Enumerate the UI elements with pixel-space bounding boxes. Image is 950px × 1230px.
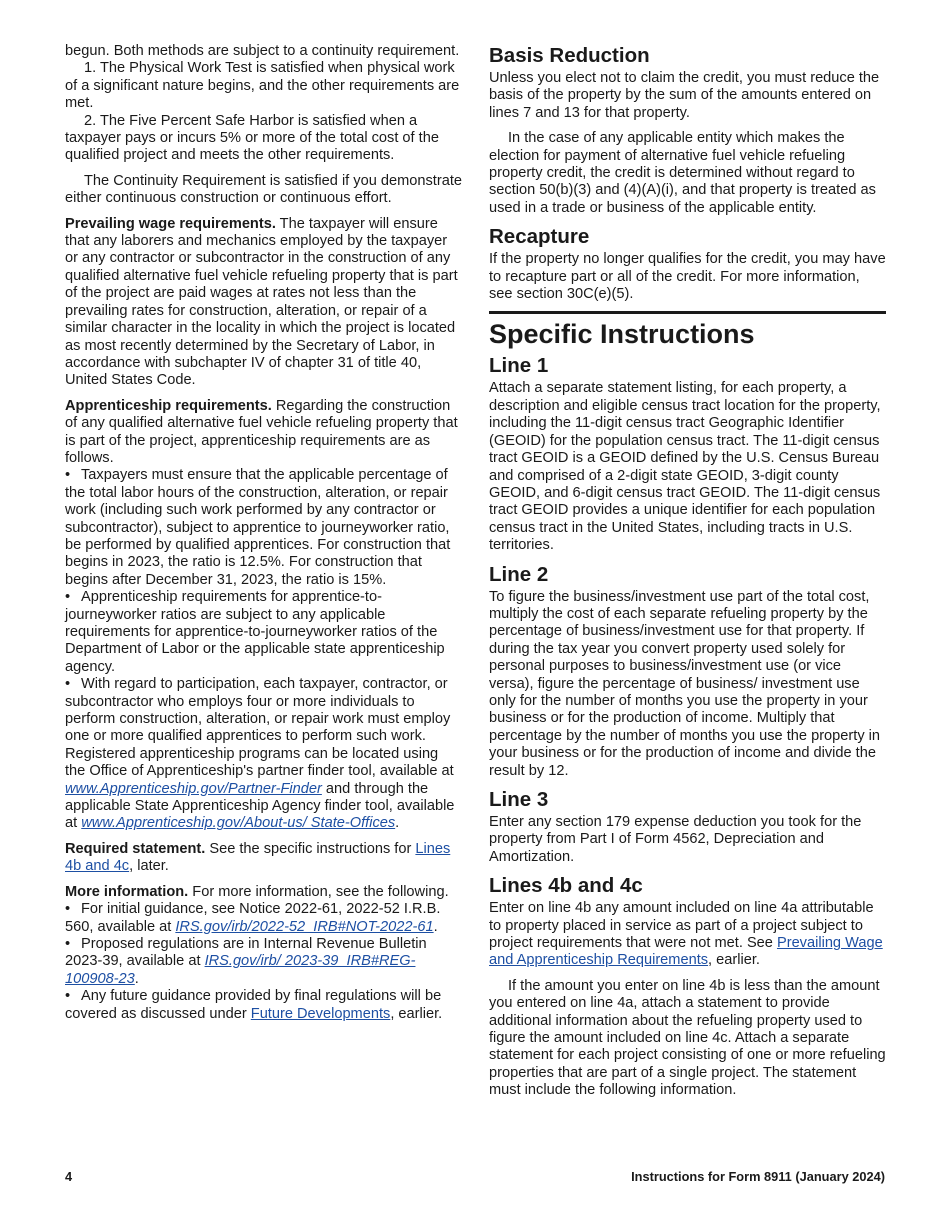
- link[interactable]: www.Apprenticeship.gov/Partner-Finder: [65, 780, 322, 797]
- text-run: Lines 4b and 4c: [489, 874, 643, 898]
- text-run: 2. The Five Percent Safe Harbor is satisfied when a taxpayer pays or incurs 5% or more of the total cost of the qualified project and meets the other requirements.: [65, 112, 439, 164]
- link[interactable]: Prevailing Wage and Apprenticeship Requirements: [489, 935, 883, 969]
- text-run: , earlier.: [708, 952, 760, 969]
- paragraph: [65, 173, 462, 208]
- section-heading: [489, 788, 886, 812]
- text-run: Apprenticeship requirements for apprentice-to-journeyworker ratios are subject to any applicable requirements for apprentice-to-journeyworker ratios of the Department of Labor or the applicable state apprenticeship agency.: [65, 589, 445, 675]
- bullet-item: [65, 589, 462, 676]
- text-run: Recapture: [489, 225, 590, 249]
- bullet-item: [65, 467, 462, 589]
- text-run: .: [134, 970, 139, 987]
- text-run: See the specific instructions for: [205, 840, 416, 857]
- text-run: Taxpayers must ensure that the applicable percentage of the total labor hours of the construction, alteration, or repair work (including such work performed by any contractor or subcontractor), subject to apprentice to journeyworker ratio, be performed by qualified apprentices. For construction that begins in 2023, the ratio is 12.5%. For construction that begins after December 31, 2023, the ratio is 15%.: [65, 467, 451, 588]
- bullet-icon: •: [65, 988, 71, 1005]
- section-heading: [489, 874, 886, 898]
- text-run: Line 2: [489, 562, 549, 586]
- text-run: If the property no longer qualifies for the credit, you may have to recapture part or all of the credit. For more information, see section 30C(e)(5).: [489, 251, 886, 303]
- text-run: , earlier.: [390, 1005, 443, 1022]
- paragraph: [65, 216, 462, 390]
- bullet-item: [65, 901, 462, 936]
- text-run: , later.: [129, 858, 169, 875]
- run-in-heading: More information.: [65, 883, 189, 900]
- section-heading: [489, 563, 886, 587]
- text-run: Any future guidance provided by final regulations will be covered as discussed under: [65, 988, 442, 1022]
- bullet-item: [65, 936, 462, 988]
- paragraph: [489, 814, 886, 866]
- section-heading: [489, 44, 886, 68]
- text-run: Line 1: [489, 354, 549, 378]
- text-run: The Continuity Requirement is satisfied if you demonstrate either continuous construction or continuous effort.: [65, 172, 462, 207]
- bullet-icon: •: [65, 935, 71, 952]
- paragraph: [489, 70, 886, 122]
- text-run: Proposed regulations are in Internal Revenue Bulletin 2023-39, available at: [65, 935, 427, 970]
- link[interactable]: Lines 4b and 4c: [65, 840, 451, 875]
- paragraph: [65, 113, 462, 165]
- bullet-item: [65, 988, 462, 1023]
- text-run: For more information, see the following.: [188, 883, 449, 900]
- paragraph: [65, 60, 462, 112]
- bullet-item: [65, 676, 462, 833]
- paragraph: [65, 841, 462, 876]
- run-in-heading: Prevailing wage requirements.: [65, 215, 276, 232]
- text-run: Enter on line 4b any amount included on line 4a attributable to property placed in service as part of a project subject to project requirements that were not met. See: [489, 900, 874, 952]
- bullet-icon: •: [65, 467, 71, 484]
- text-run: To figure the business/investment use part of the total cost, multiply the cost of each separate refueling property by the percentage of business/investment use for that property. If during the tax year you convert property used solely for personal purposes to business/investment use (or vice versa), figure the percentage of business/ investment use only for the number of months you use the property in your business or for the production of income. Multiply that percentage by the number of months you use the property in your business or for the production of income and divide the result by 12.: [489, 588, 881, 779]
- page-number: 4: [65, 1169, 73, 1184]
- link[interactable]: Future Developments: [250, 1005, 391, 1022]
- text-run: Enter any section 179 expense deduction you took for the property from Part I of Form 4562, Depreciation and Amortization.: [489, 814, 862, 865]
- text-run: For initial guidance, see Notice 2022-61, 2022-52 I.R.B. 560, available at: [65, 901, 441, 935]
- paragraph: [489, 130, 886, 217]
- text-run: .: [395, 815, 400, 832]
- paragraph: [489, 900, 886, 970]
- link[interactable]: IRS.gov/irb/2022-52_IRB#NOT-2022-61: [175, 918, 434, 935]
- paragraph: [65, 398, 462, 468]
- bullet-icon: •: [65, 901, 71, 918]
- paragraph: [489, 380, 886, 554]
- section-heading: [489, 225, 886, 249]
- section-heading: [489, 354, 886, 378]
- text-run: With regard to participation, each taxpayer, contractor, or subcontractor who employs four or more individuals to perform construction, alteration, or repair work must employ one or more qualified apprentices to perform such work. Registered apprenticeship programs can be located using the Office of Apprenticeship's partner finder tool, available at: [65, 676, 454, 780]
- text-run: If the amount you enter on line 4b is less than the amount you entered on line 4a, attach a statement to provide additional information about the refueling property used to figure the amount included on line 4c. Attach a separate statement for each project consisting of one or more refueling properties that are part of a single project. The statement must include the following information.: [489, 977, 886, 1099]
- paragraph: [65, 43, 462, 60]
- text-run: Regarding the construction of any qualified alternative fuel vehicle refueling property that is part of the project, apprenticeship requirements are as follows.: [65, 397, 458, 466]
- paragraph: [489, 589, 886, 780]
- bullet-icon: •: [65, 676, 71, 693]
- left-column: [65, 43, 462, 1031]
- link[interactable]: www.Apprenticeship.gov/About-us/ State-Offices: [81, 815, 396, 832]
- section-heading: [489, 311, 886, 350]
- run-in-heading: Apprenticeship requirements.: [65, 397, 272, 414]
- right-column: [489, 44, 886, 1108]
- text-run: Line 3: [489, 788, 549, 811]
- footer-title: Instructions for Form 8911 (January 2024): [631, 1169, 885, 1184]
- link[interactable]: IRS.gov/irb/ 2023-39_IRB#REG-100908-23: [65, 953, 416, 987]
- text-run: In the case of any applicable entity which makes the election for payment of alternative fuel vehicle refueling property credit, the credit is determined without regard to section 50(b)(3) and (4)(A)(i), and that property is treated as used in a trade or business of the applicable entity.: [489, 130, 876, 216]
- text-run: and through the applicable State Apprenticeship Agency finder tool, available at: [65, 780, 455, 832]
- text-run: Unless you elect not to claim the credit, you must reduce the basis of the property by the sum of the amounts entered on lines 7 and 13 for that property.: [489, 70, 880, 121]
- text-run: Attach a separate statement listing, for each property, a description and eligible census tract location for the property, including the 11-digit census tract Geographic Identifier (GEOID) for the population census tract. The 11-digit census tract GEOID is a GEOID defined by the U.S. Census Bureau and comprised of a 2-digit state GEOID, 3-digit county GEOID, and 6-digit census tract GEOID. The 11-digit census tract GEOID provides a unique identifier for each population census tract in the United States, including tracts in U.S. territories.: [489, 380, 881, 554]
- bullet-icon: •: [65, 589, 71, 606]
- paragraph: [489, 978, 886, 1100]
- text-run: The taxpayer will ensure that any laborers and mechanics employed by the taxpayer or any contractor or subcontractor in the construction of any qualified alternative fuel vehicle refueling property that is part of the project are paid wages at rates not less than the prevailing rates for construction, alteration, or repair of a similar character in the locality in which the project is located as most recently determined by the Secretary of Labor, in accordance with subchapter IV of chapter 31 of title 40, United States Code.: [65, 215, 458, 389]
- paragraph: [65, 884, 462, 901]
- text-run: .: [433, 918, 438, 935]
- text-run: begun. Both methods are subject to a continuity requirement.: [65, 43, 460, 59]
- text-run: Basis Reduction: [489, 44, 650, 67]
- text-run: Specific Instructions: [489, 319, 755, 350]
- paragraph: [489, 251, 886, 303]
- text-run: 1. The Physical Work Test is satisfied when physical work of a significant nature begins, and the other requirements are met.: [65, 60, 460, 112]
- run-in-heading: Required statement.: [65, 840, 206, 857]
